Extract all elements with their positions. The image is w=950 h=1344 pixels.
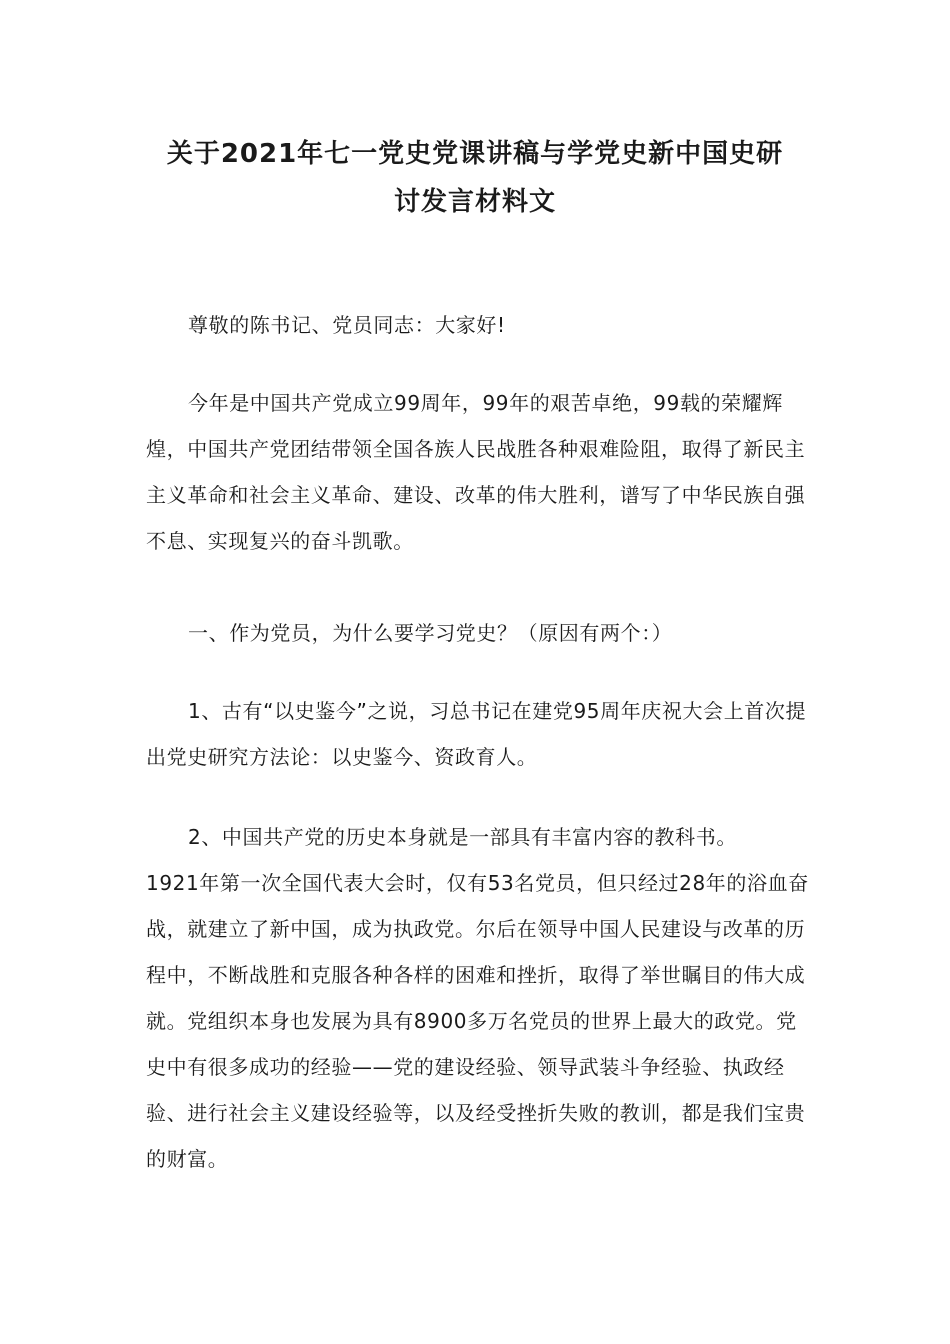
reason-2-paragraph: 2、中国共产党的历史本身就是一部具有丰富内容的教科书。 (188, 825, 737, 849)
intro-paragraph: 今年是中国共产党成立99周年，99年的艰苦卓绝，99载的荣耀辉煌，中国共产党团结带领全国各族人民战胜各种艰难险阻，取得了新民主主义革命和社会主义革命、建设、改革的伟大胜利，谱写了中华民族自强不息、实现复兴的奋斗凯歌。 (146, 391, 806, 553)
document-title-line-2: 讨发言材料文 (393, 187, 556, 217)
reason-1-paragraph: 1、古有“以史鉴今”之说，习总书记在建党95周年庆祝大会上首次提出党史研究方法论：以史鉴今、资政育人。 (146, 699, 807, 769)
section-heading-1: 一、作为党员，为什么要学习党史？（原因有两个：） (188, 621, 673, 645)
document-title-line-1: 关于2021年七一党史党课讲稿与学党史新中国史研 (166, 139, 784, 169)
history-paragraph: 1921年第一次全国代表大会时，仅有53名党员，但只经过28年的浴血奋战，就建立了新中国，成为执政党。尔后在领导中国人民建设与改革的历程中，不断战胜和克服各种各样的困难和挫折，取得了举世瞩目的伟大成就。党组织本身也发展为具有8900多万名党员的世界上最大的政党。党史中有很多成功的经验——党的建设经验、领导武装斗争经验、执政经验、进行社会主义建设经验等，以及经受挫折失败的教训，都是我们宝贵的财富。 (146, 871, 809, 1171)
salutation-paragraph: 尊敬的陈书记、党员同志：大家好! (188, 313, 506, 337)
